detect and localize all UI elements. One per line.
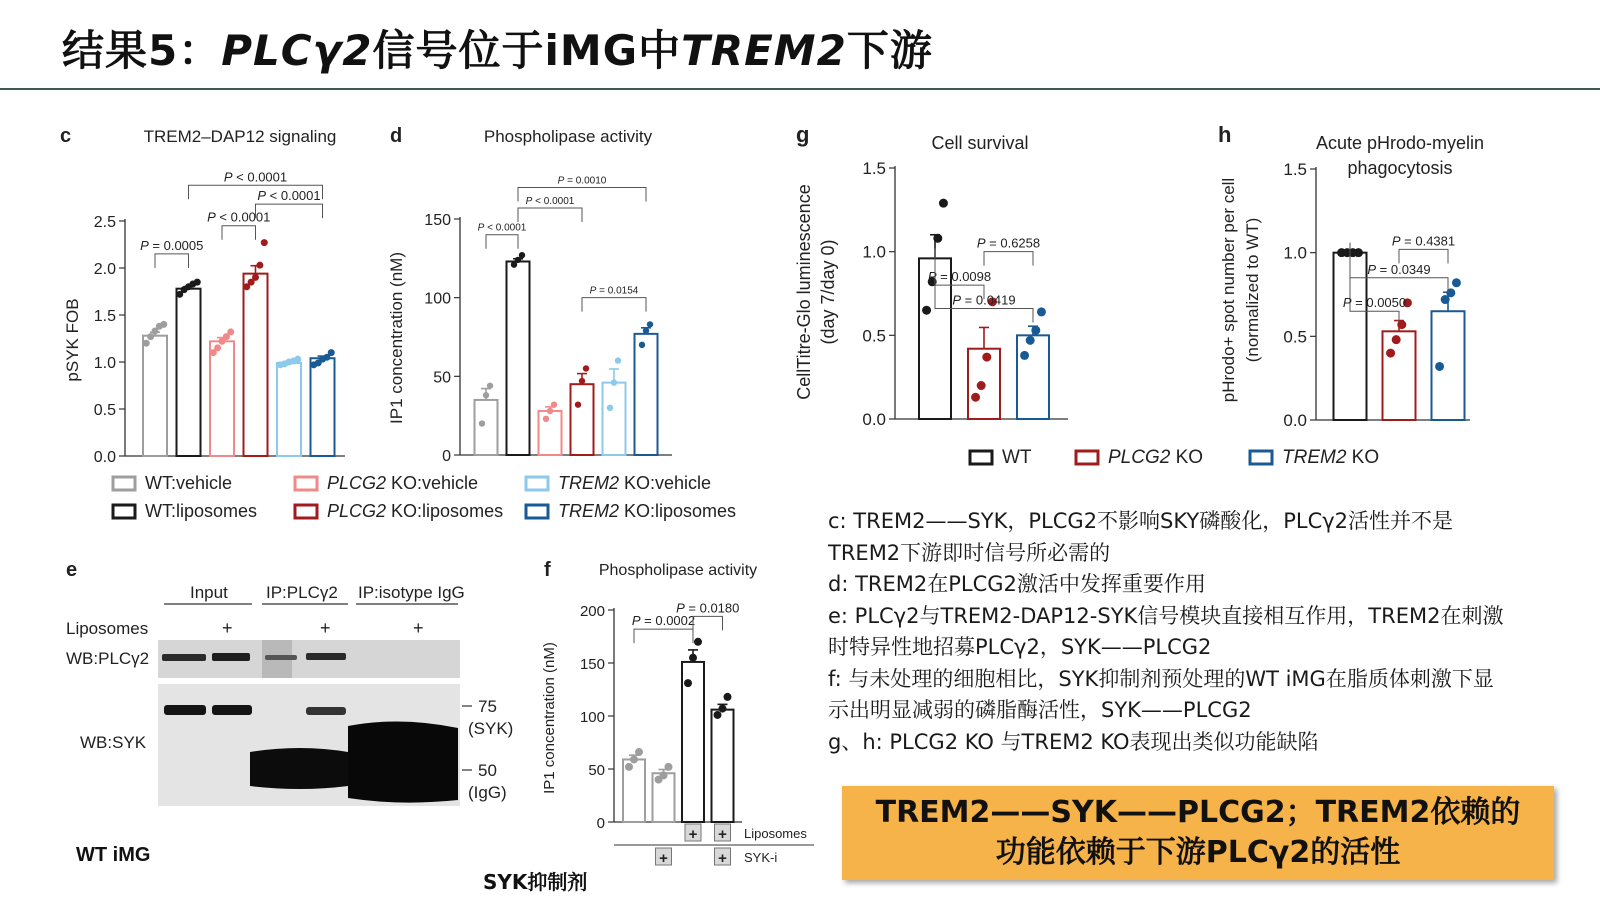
summary-box (842, 786, 1554, 880)
legend-cd-label: TREM2 KO:liposomes (558, 501, 737, 521)
data-point-h (1386, 349, 1395, 358)
y-tick-label-h: 1.5 (1283, 160, 1307, 179)
panel-letter-f: f (544, 559, 551, 581)
legend-cd-swatch (526, 477, 548, 490)
legend-cd-swatch (295, 505, 317, 518)
legend-cd-label: WT:liposomes (145, 501, 258, 521)
data-point-c (160, 321, 167, 328)
panel-letter-e: e (66, 559, 78, 581)
legend-cd-swatch (526, 505, 548, 518)
data-point-g (982, 353, 991, 362)
significance-bracket-d (582, 298, 646, 312)
panel-letter-d: d (390, 125, 403, 147)
data-point-d (611, 379, 617, 385)
blot-row-syk: WB:SYK (80, 733, 147, 752)
note-line: c: TREM2——SYK，PLCG2不影响SKY磷酸化，PLCγ2活性并不是 (828, 509, 1454, 533)
data-point-f (665, 763, 673, 771)
y-tick-label-g: 0.0 (862, 410, 886, 429)
y-axis-label-h: pHrodo+ spot number per cell (1219, 177, 1238, 403)
data-point-h (1435, 362, 1444, 371)
p-value-label-h: P = 0.0349 (1367, 261, 1431, 277)
data-point-f (689, 654, 697, 662)
panel-letter-g: g (796, 122, 810, 147)
y-tick-label-c: 0.5 (93, 402, 116, 419)
y-tick-label-f: 150 (579, 656, 605, 673)
data-point-c (214, 344, 221, 351)
chart-title-f: Phospholipase activity (598, 562, 758, 579)
legend-cd-label: PLCG2 KO:vehicle (327, 473, 479, 493)
note-line: g、h: PLCG2 KO 与TREM2 KO表现出类似功能缺陷 (828, 729, 1319, 754)
data-point-g (1031, 326, 1040, 335)
p-value-label-d: P = 0.0010 (557, 175, 607, 187)
data-point-d (583, 365, 589, 371)
data-point-d (543, 416, 549, 422)
legend-cd-swatch (113, 477, 135, 490)
data-point-d (551, 401, 557, 407)
y-tick-label-c: 2.0 (93, 261, 116, 278)
p-value-label-g: P = 0.6258 (976, 235, 1041, 251)
bar-f (712, 710, 734, 822)
p-value-label-c: P < 0.0001 (207, 209, 271, 225)
p-value-label-h: P = 0.4381 (1391, 233, 1456, 249)
data-point-h (1392, 335, 1401, 344)
condition-row-label-f: SYK-i (744, 850, 778, 865)
data-point-g (922, 306, 931, 315)
blot-marker-50: 50 (478, 761, 497, 780)
legend-gh-label: TREM2 KO (1282, 447, 1380, 468)
y-axis-label-f: IP1 concentration (nM) (541, 642, 558, 794)
p-value-label-c: P = 0.0005 (140, 237, 204, 253)
y-tick-label-d: 100 (424, 290, 451, 308)
data-point-d (519, 252, 525, 258)
data-point-c (147, 333, 154, 340)
bar-c (210, 341, 234, 456)
bar-d (603, 383, 626, 455)
summary-line-2: 功能依赖于下游PLCγ2的活性 (995, 835, 1401, 870)
significance-bracket-d (486, 235, 518, 249)
blot-row-plcg2: WB:PLCγ2 (66, 649, 150, 668)
legend-gh-swatch (970, 451, 992, 464)
p-value-label-g: P = 0.0098 (927, 269, 992, 285)
data-point-d (547, 408, 553, 414)
y-tick-label-f: 200 (579, 603, 605, 620)
data-point-h (1452, 278, 1461, 287)
blot-liposomes-label: Liposomes (66, 619, 149, 638)
data-point-d (579, 378, 585, 384)
data-point-d (643, 328, 649, 334)
p-value-label-g: P = 0.0419 (952, 292, 1016, 308)
blot-marker-75: 75 (478, 697, 497, 716)
bar-d (635, 334, 658, 455)
data-point-c (194, 279, 201, 286)
significance-bracket-d (518, 208, 582, 222)
p-value-label-f: P = 0.0180 (676, 600, 740, 616)
chart-title-g: Cell survival (931, 133, 1029, 153)
significance-bracket-c (155, 254, 189, 268)
bar-d (507, 261, 530, 455)
data-point-c (261, 239, 268, 246)
data-point-d (607, 405, 613, 411)
y-axis-label-h: (normalized to WT) (1243, 217, 1262, 363)
y-tick-label-h: 1.0 (1283, 243, 1307, 263)
blot-marker-igg: (IgG) (468, 783, 507, 802)
note-line: 时特异性地招募PLCγ2，SYK——PLCG2 (828, 635, 1212, 659)
western-blot (66, 583, 513, 806)
data-point-d (575, 401, 581, 407)
y-tick-label-d: 0 (442, 448, 451, 465)
data-point-g (1026, 336, 1035, 345)
blot-lane-input: Input (190, 583, 228, 602)
bar-c (277, 363, 301, 456)
y-tick-label-c: 1.0 (93, 355, 116, 372)
blot-band-plcg2-input-2 (212, 653, 250, 661)
p-value-label-c: P < 0.0001 (223, 169, 288, 185)
data-point-f (719, 705, 727, 713)
title-gene-trem2: TREM2 (681, 26, 847, 75)
data-point-d (639, 342, 645, 348)
y-axis-label-c: pSYK FOB (63, 298, 82, 382)
p-value-label-d: P < 0.0001 (477, 222, 527, 234)
note-line: 示出明显减弱的磷脂酶活性，SYK——PLCG2 (828, 698, 1252, 722)
p-value-label-c: P < 0.0001 (257, 188, 321, 204)
data-point-c (252, 274, 259, 281)
y-axis-label-g: CellTitre-Glo luminescence (794, 184, 814, 400)
blot-plus-1: + (222, 618, 233, 638)
significance-bracket-f (634, 629, 693, 643)
title-prefix: 结果5： (62, 26, 222, 75)
y-tick-label-h: 0.5 (1283, 327, 1307, 347)
significance-bracket-f (693, 616, 723, 630)
legend-gh-swatch (1076, 451, 1098, 464)
data-point-c (256, 262, 263, 269)
data-point-c (328, 349, 335, 356)
chart-title-h: phagocytosis (1347, 158, 1453, 178)
notes-block (828, 506, 1598, 758)
data-point-f (625, 763, 633, 771)
p-value-label-d: P < 0.0001 (525, 195, 575, 207)
blot-band-syk-input-2 (212, 705, 252, 715)
y-tick-label-d: 150 (424, 212, 451, 229)
blot-band-syk-ip (306, 707, 346, 715)
data-point-c (294, 356, 301, 363)
note-line: d: TREM2在PLCG2激活中发挥重要作用 (828, 572, 1206, 596)
legend-gh-label: WT (1002, 447, 1032, 468)
p-value-label-d: P = 0.0154 (589, 285, 639, 297)
data-point-g (933, 234, 942, 243)
title-mid: 信号位于iMG中 (372, 26, 682, 75)
condition-mark-f: + (659, 850, 668, 867)
condition-mark-f: + (688, 826, 698, 843)
y-tick-label-g: 1.5 (862, 159, 886, 178)
blot-band-igg-isotype (348, 721, 458, 802)
data-point-d (647, 321, 653, 327)
blot-lane-ip-plcg2: IP:PLCγ2 (266, 583, 338, 602)
data-point-g (1020, 351, 1029, 360)
data-point-g (1037, 307, 1046, 316)
blot-marker-syk: (SYK) (468, 719, 514, 738)
chart-title-h: Acute pHrodo-myelin (1315, 133, 1485, 153)
blot-band-igg-ip (250, 748, 348, 789)
data-point-f (630, 755, 638, 763)
y-tick-label-d: 50 (433, 369, 451, 387)
legend-cd-swatch (295, 477, 317, 490)
data-point-f (684, 679, 692, 687)
chart-title-d: Phospholipase activity (483, 127, 653, 146)
data-point-f (635, 748, 643, 756)
y-tick-label-f: 100 (579, 709, 605, 726)
legend-gh-label: PLCG2 KO (1108, 447, 1204, 468)
panel-letter-c: c (60, 125, 72, 147)
y-axis-label-d: IP1 concentration (nM) (387, 252, 406, 424)
data-point-g (939, 199, 948, 208)
data-point-d (479, 420, 485, 426)
wt-img-label: WT iMG (76, 844, 151, 866)
syk-inhibitor-label: SYK抑制剂 (483, 870, 588, 894)
bar-d (539, 411, 562, 455)
y-tick-label-h: 0.0 (1283, 411, 1307, 430)
bar-g (1017, 335, 1049, 419)
data-point-f (694, 638, 702, 646)
chart-title-c: TREM2–DAP12 signaling (143, 127, 337, 146)
y-tick-label-g: 1.0 (862, 242, 886, 262)
y-tick-label-f: 50 (588, 762, 605, 779)
blot-band-syk-input-1 (164, 705, 206, 715)
legend-gh-swatch (1250, 451, 1272, 464)
data-point-f (660, 771, 668, 779)
condition-row-label-f: Liposomes (744, 826, 807, 841)
title-suffix: 下游 (846, 26, 933, 75)
data-point-h (1397, 320, 1406, 329)
summary-line-1: TREM2——SYK——PLCG2；TREM2依赖的 (875, 795, 1521, 830)
data-point-c (227, 328, 234, 335)
blot-plus-2: + (320, 618, 331, 638)
legend-cd-label: WT:vehicle (145, 473, 233, 493)
significance-bracket-c (222, 226, 256, 240)
data-point-c (143, 340, 150, 347)
title-gene-plcg2: PLCγ2 (221, 26, 373, 75)
bar-h (1383, 331, 1416, 420)
y-axis-label-g: (day 7/day 0) (818, 239, 838, 345)
data-point-d (487, 383, 493, 389)
bar-c (177, 289, 201, 456)
y-tick-label-c: 0.0 (93, 449, 116, 466)
note-line: f: 与未处理的细胞相比，SYK抑制剂预处理的WT iMG在脂质体刺激下显 (828, 666, 1494, 691)
panel-letter-h: h (1218, 122, 1232, 147)
data-point-d (615, 357, 621, 363)
data-point-f (724, 693, 732, 701)
legend-cd-label: TREM2 KO:vehicle (558, 473, 712, 493)
y-tick-label-c: 1.5 (93, 308, 116, 325)
blot-band-plcg2-input-1 (162, 654, 206, 661)
legend-cd-label: PLCG2 KO:liposomes (327, 501, 504, 521)
data-point-g (977, 381, 986, 390)
blot-plus-3: + (413, 618, 424, 638)
p-value-label-h: P = 0.0050 (1342, 295, 1407, 311)
blot-band-plcg2-ip-2 (306, 653, 346, 660)
y-tick-label-g: 0.5 (862, 326, 886, 346)
condition-mark-f: + (718, 826, 727, 843)
bar-d (571, 384, 594, 455)
p-value-label-f: P = 0.0002 (631, 613, 696, 629)
bar-c (143, 336, 167, 456)
bar-d (475, 400, 498, 455)
data-point-f (714, 711, 722, 719)
legend-cd-swatch (113, 505, 135, 518)
y-tick-label-f: 0 (596, 815, 605, 832)
bar-c (244, 274, 268, 456)
data-point-d (483, 392, 489, 398)
note-line: TREM2下游即时信号所必需的 (828, 540, 1111, 565)
note-line: e: PLCγ2与TREM2-DAP12-SYK信号模块直接相互作用，TREM2在刺激 (828, 603, 1504, 628)
blot-lane-ip-igg: IP:isotype IgG (358, 583, 465, 602)
data-point-g (971, 393, 980, 402)
significance-bracket-g (984, 252, 1033, 266)
bar-c (311, 358, 335, 456)
condition-mark-f: + (718, 850, 727, 867)
y-tick-label-c: 2.5 (93, 214, 116, 231)
data-point-h (1354, 248, 1363, 257)
blot-band-plcg2-ip-1 (265, 655, 297, 660)
